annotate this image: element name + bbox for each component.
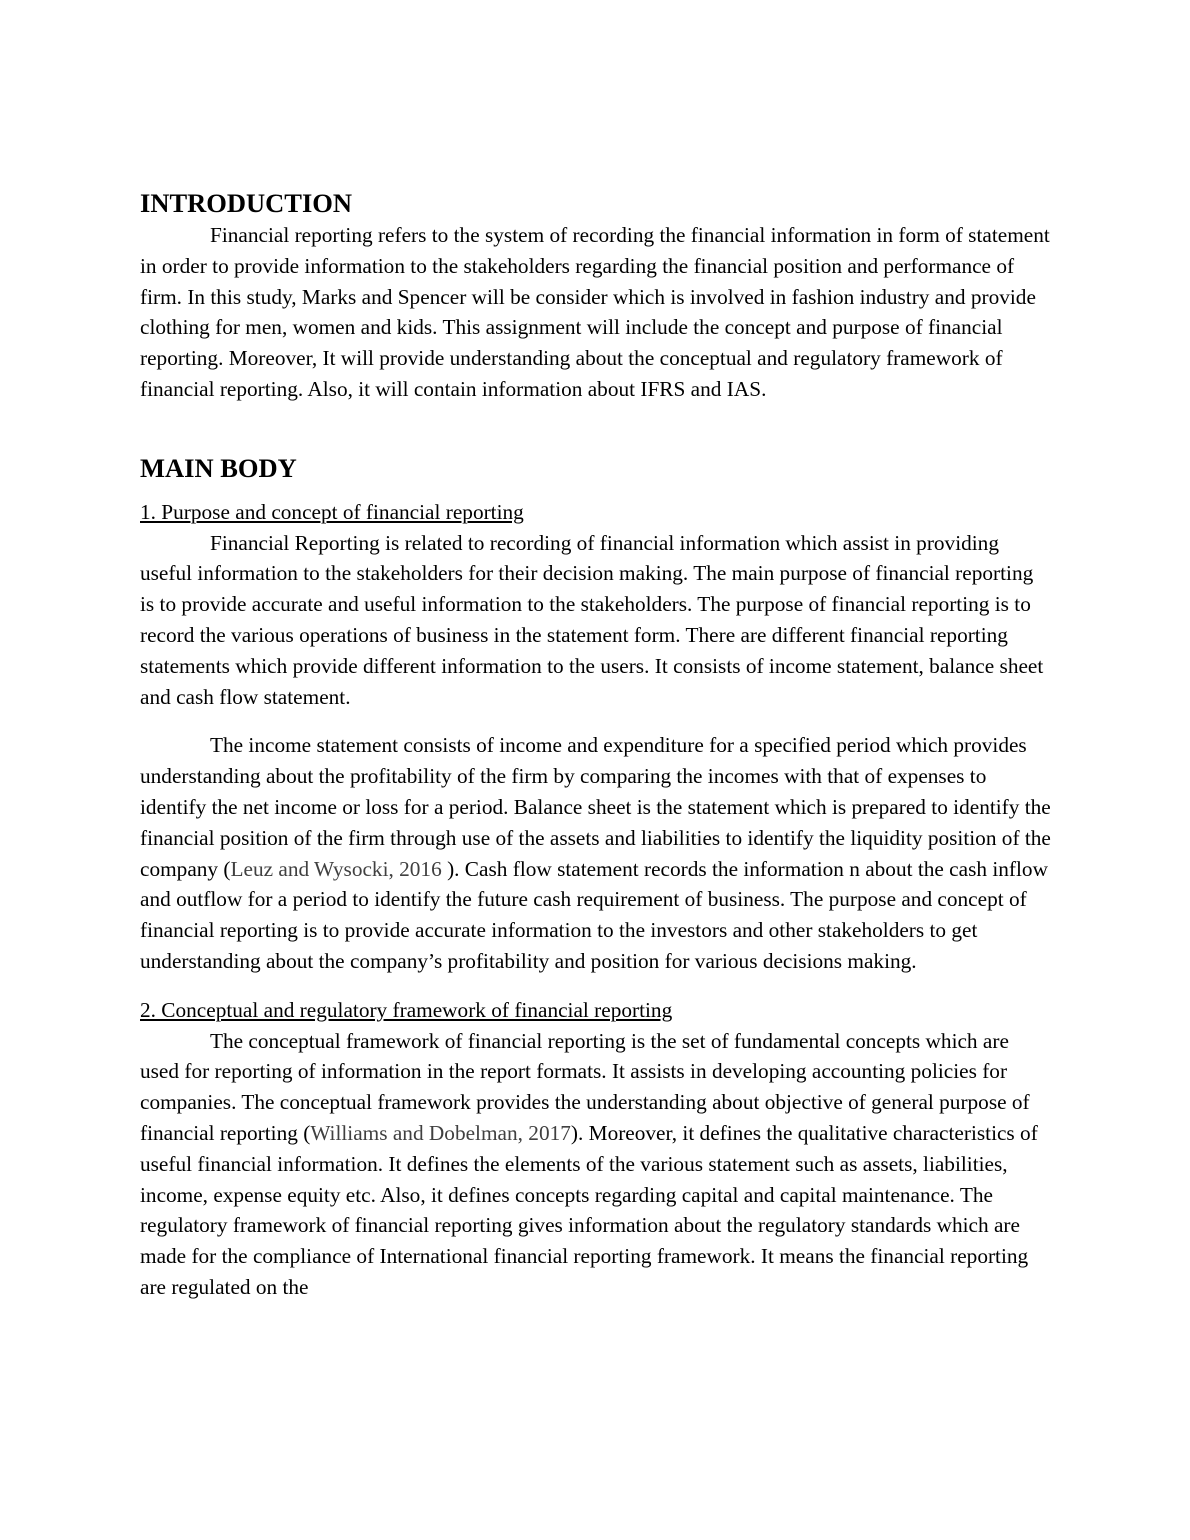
document-body xyxy=(140,186,1052,1303)
citation-williams-dobelman: Williams and Dobelman, 2017 xyxy=(310,1120,571,1145)
section-1-paragraph-2 xyxy=(140,730,1052,976)
section-1-paragraph-1: Financial Reporting is related to recording of financial information which assist in providing useful information to the stakeholders for their decision making. The main purpose of financial reporting is to provide accurate and useful information to the stakeholders. The purpose of financial reporting is to record the various operations of business in the statement form. There are different financial reporting statements which provide different information to the users. It consists of income statement, balance sheet and cash flow statement. xyxy=(140,530,1044,709)
section-1-paragraph-2-text-b: ). Cash flow statement records the information n about the cash inflow and outflow for a period to identify the future cash requirement of business. The purpose and concept of financial reporting is to provide accurate information to the investors and other stakeholders to get understanding about the company’s profitability and position for various decisions making. xyxy=(140,856,1048,973)
introduction-heading: INTRODUCTION xyxy=(140,188,353,218)
section-1-paragraph-2-text-a: The income statement consists of income and expenditure for a specified period which provides understanding about the profitability of the firm by comparing the incomes with that of expenses to identify the net income or loss for a period. Balance sheet is the statement which is prepared to identify the financial position of the firm through use of the assets and liabilities to identify the liquidity position of the company ( xyxy=(140,733,1051,881)
section-2-paragraph-1-text-a: The conceptual framework of financial reporting is the set of fundamental concepts which are used for reporting of information in the report formats. It assists in developing accounting policies for companies. The conceptual framework provides the understanding about objective of general purpose of financial reporting ( xyxy=(140,1028,1030,1145)
section-2-paragraph-1-text-b: ). Moreover, it defines the qualitative characteristics of useful financial information. It defines the elements of the various statement such as assets, liabilities, income, expense equity etc. Also, it defines concepts regarding capital and capital maintenance. The regulatory framework of financial reporting gives information about the regulatory standards which are made for the compliance of International financial reporting framework. It means the financial reporting are regulated on the xyxy=(140,1120,1038,1299)
section-1-title: 1. Purpose and concept of financial reporting xyxy=(140,499,524,524)
main-body-heading: MAIN BODY xyxy=(140,452,297,483)
section-2-paragraph-1 xyxy=(140,1026,1052,1303)
introduction-paragraph: Financial reporting refers to the system of recording the financial information in form of statement in order to provide information to the stakeholders regarding the financial position and performance of firm. In this study, Marks and Spencer will be consider which is involved in fashion industry and provide clothing for men, women and kids. This assignment will include the concept and purpose of financial reporting. Moreover, It will provide understanding about the conceptual and regulatory framework of financial reporting. Also, it will contain information about IFRS and IAS. xyxy=(140,223,1050,401)
citation-leuz-wysocki: Leuz and Wysocki, 2016 xyxy=(230,856,448,881)
section-2-title: 2. Conceptual and regulatory framework of financial reporting xyxy=(140,997,673,1022)
